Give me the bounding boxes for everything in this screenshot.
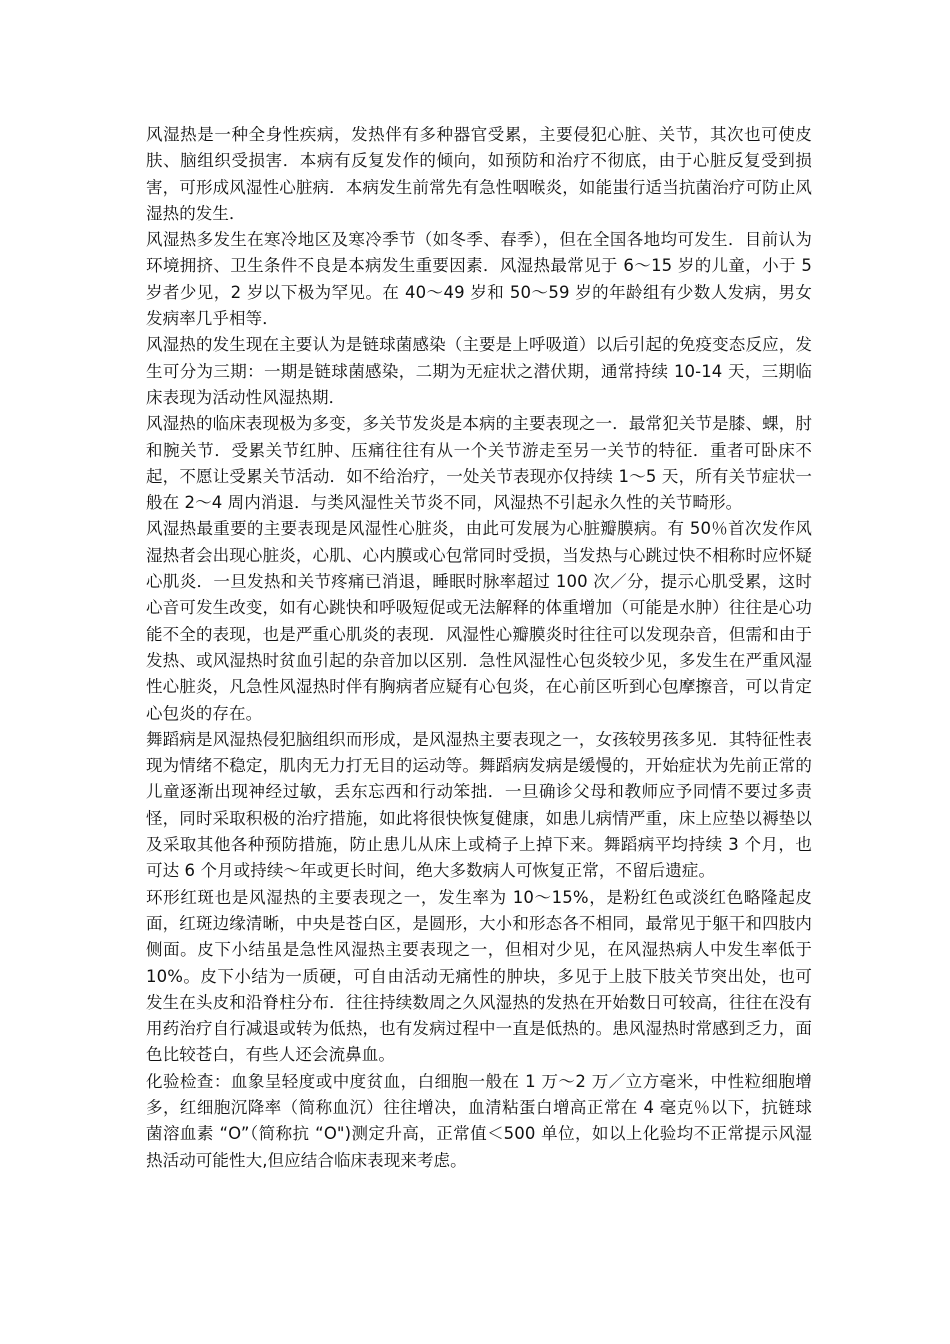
paragraph-lab-tests: 化验检查：血象呈轻度或中度贫血，白细胞一般在 1 万～2 万／立方毫米，中性粒细胞增多，红细胞沉降率（简称血沉）往往增决，血清粘蛋白增高正常在 4 毫克％以下，抗链球菌溶血素 “O”（简称抗 “O")测定升高，正常值＜500 单位，如以上化验均不正常提示风湿热活动可能性大,但应结合临床表现来考虑。 xyxy=(146,1071,812,1170)
paragraph-rheumatic-fever-overview: 风湿热是一种全身性疾病，发热伴有多种器官受累，主要侵犯心脏、关节，其次也可使皮肤、脑组织受损害．本病有反复发作的倾向，如预防和治疗不彻底，由于心脏反复受到损害，可形成风湿性心脏病．本病发生前常先有急性咽喉炎，如能蚩行适当抗菌治疗可防止风湿热的发生． xyxy=(146,125,812,223)
paragraph-arthritis: 风湿热的临床表现极为多变，多关节发炎是本病的主要表现之一．最常犯关节是膝、蜾，肘和腕关节．受累关节红肿、压痛往往有从一个关节游走至另一关节的特征．重者可卧床不起，不愿让受累关节活动．如不给治疗，一处关节表现亦仅持续 1～5 天，所有关节症状一般在 2～4 周内消退．与类风湿性关节炎不同，风湿热不引起永久性的关节畸形。 xyxy=(146,414,812,513)
document-body xyxy=(146,122,812,1174)
paragraph-chorea: 舞蹈病是风湿热侵犯脑组织而形成，是风湿热主要表现之一，女孩较男孩多见．其特征性表现为情绪不稳定，肌肉无力打无目的运动等。舞蹈病发病是缓慢的，开始症状为先前正常的儿童逐渐出现神经过敏，丢东忘西和行动笨拙．一旦确诊父母和教师应予同情不要过多责怪，同时采取积极的治疗措施，如此将很快恢复健康，如患儿病情严重，床上应垫以褥垫以及采取其他各种预防措施，防止患儿从床上或椅子上掉下来。舞蹈病平均持续 3 个月，也可达 6 个月或持续～年或更长时间，绝大多数病人可恢复正常，不留后遗症。 xyxy=(146,729,812,881)
paragraph-pathogenesis: 风湿热的发生现在主要认为是链球菌感染（主要是上呼吸道）以后引起的免疫变态反应，发生可分为三期：一期是链球菌感染，二期为无症状之潜伏期，通常持续 10-14 天，三期临床表现为活动性风湿热期． xyxy=(146,335,812,407)
paragraph-epidemiology: 风湿热多发生在寒冷地区及寒冷季节（如冬季、春季），但在全国各地均可发生．目前认为环境拥挤、卫生条件不良是本病发生重要因素．风湿热最常见于 6～15 岁的儿童，小于 5 岁者少见，2 岁以下极为罕见。在 40～49 岁和 50～59 岁的年龄组有少数人发病，男女发病率几乎相等． xyxy=(146,230,812,329)
paragraph-carditis: 风湿热最重要的主要表现是风湿性心脏炎，由此可发展为心脏瓣膜病。有 50％首次发作风湿热者会出现心脏炎，心肌、心内膜或心包常同时受损，当发热与心跳过快不相称时应怀疑心肌炎．一旦发热和关节疼痛已消退，睡眠时脉率超过 100 次／分，提示心肌受累，这时心音可发生改变，如有心跳快和呼吸短促或无法解释的体重增加（可能是水肿）往往是心功能不全的表现，也是严重心肌炎的表现．风湿性心瓣膜炎时往往可以发现杂音，但需和由于发热、或风湿热时贫血引起的杂音加以区别．急性风湿性心包炎较少见，多发生在严重风湿性心脏炎，凡急性风湿热时伴有胸病者应疑有心包炎，在心前区听到心包摩擦音，可以肯定心包炎的存在。 xyxy=(146,519,812,723)
paragraph-erythema-nodules: 环形红斑也是风湿热的主要表现之一，发生率为 10～15%，是粉红色或淡红色略隆起皮面，红斑边缘清晰，中央是苍白区，是圆形，大小和形态各不相同，最常见于躯干和四肢内侧面。皮下小结虽是急性风湿热主要表现之一，但相对少见，在风湿热病人中发生率低于 10%。皮下小结为一质硬，可自由活动无痛性的肿块，多见于上肢下肢关节突出处，也可发生在头皮和沿脊柱分布．往往持续数周之久风湿热的发热在开始数日可较高，往往在没有用药治疗自行减退或转为低热，也有发病过程中一直是低热的。患风湿热时常感到乏力，面色比较苍白，有些人还会流鼻血。 xyxy=(146,887,812,1065)
